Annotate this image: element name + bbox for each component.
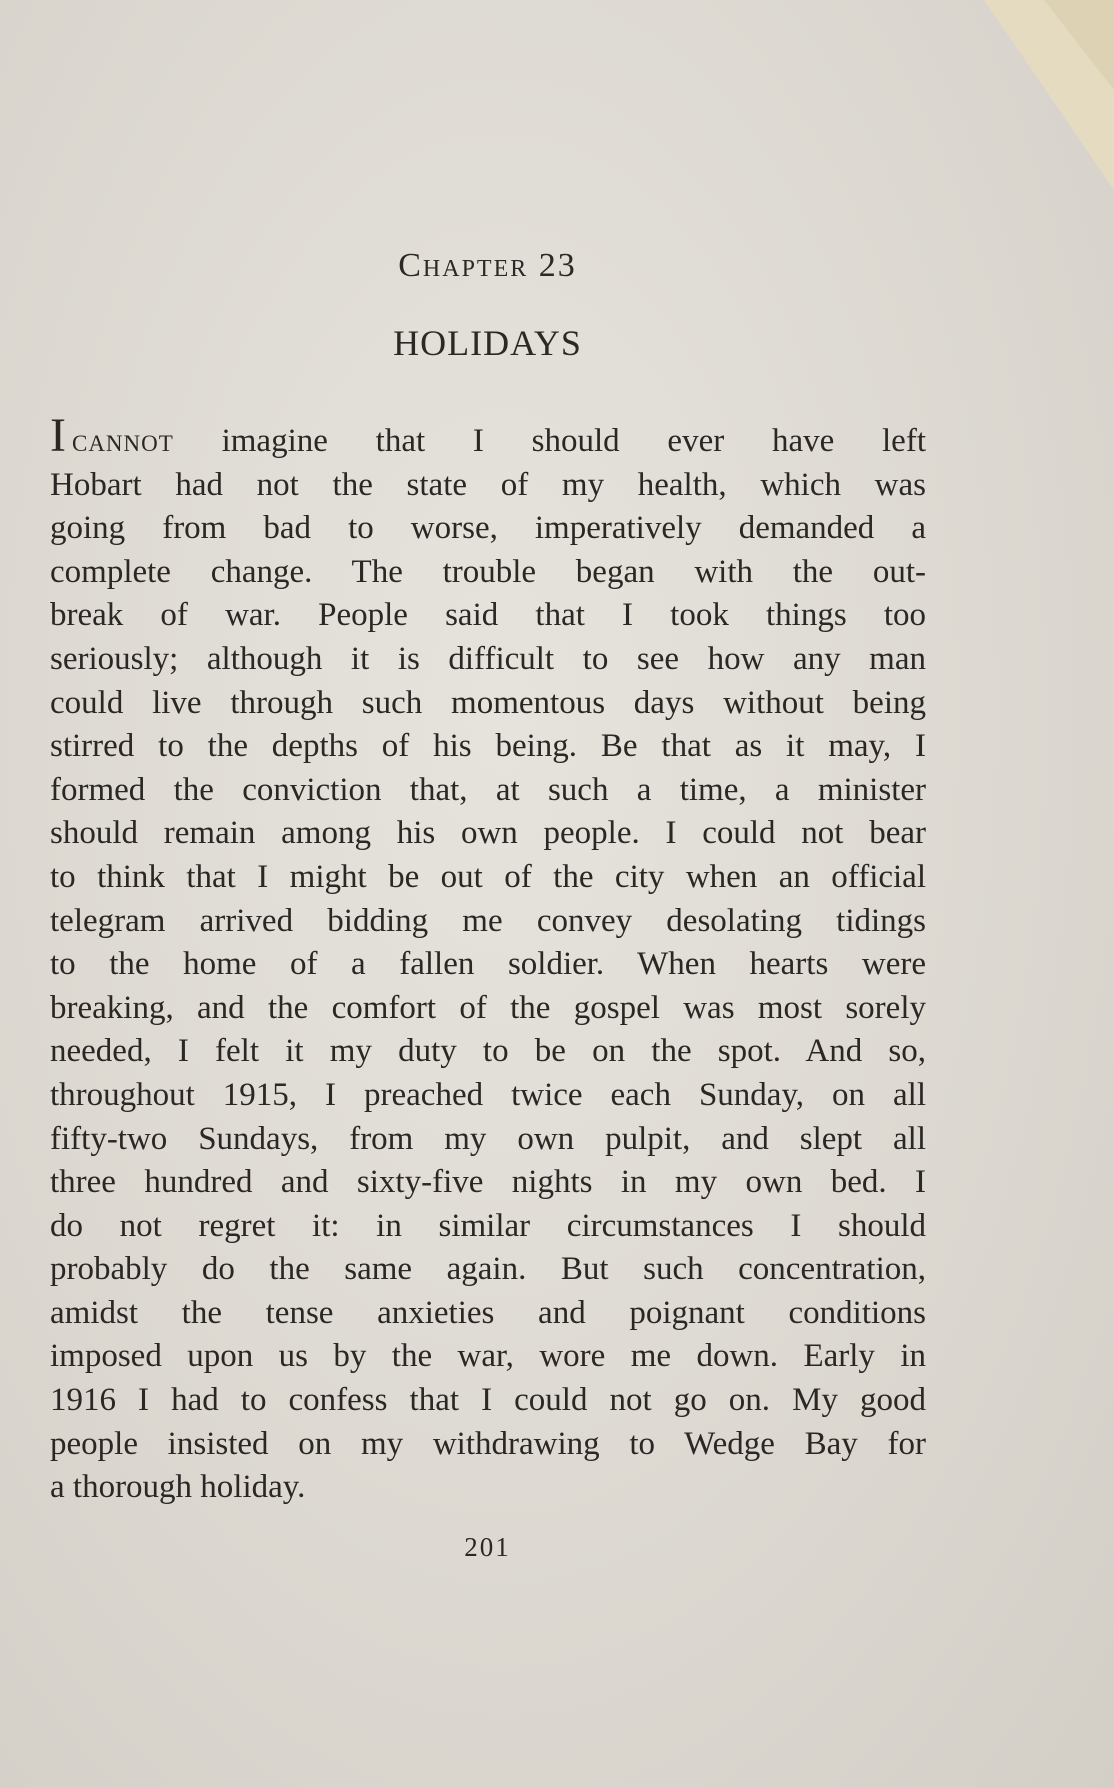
text-line: a thorough holiday.	[50, 1469, 306, 1506]
text-line: to think that I might be out of the city when an official	[50, 858, 926, 895]
text-line: going from bad to worse, imperatively demanded a	[50, 510, 926, 547]
text-line: Hobart had not the state of my health, which was	[50, 466, 926, 503]
text-line: complete change. The trouble began with the out-	[50, 553, 926, 590]
text-line: breaking, and the comfort of the gospel was most sorely	[50, 989, 926, 1026]
text-line: formed the conviction that, at such a time, a minister	[50, 771, 926, 808]
body-paragraph	[50, 409, 926, 1510]
opening-smallcaps: cannot	[71, 423, 174, 459]
text-line: do not regret it: in similar circumstances I should	[50, 1207, 926, 1244]
text-line: three hundred and sixty-five nights in my own bed. I	[50, 1164, 926, 1201]
text-line: break of war. People said that I took things too	[50, 597, 926, 634]
text-line: to the home of a fallen soldier. When hearts were	[50, 946, 926, 983]
text-line: amidst the tense anxieties and poignant conditions	[50, 1294, 926, 1331]
text-line: telegram arrived bidding me convey desolating tidings	[50, 902, 926, 939]
chapter-label	[0, 247, 975, 285]
text-line: imposed upon us by the war, wore me down. Early in	[50, 1338, 926, 1375]
text-line: stirred to the depths of his being. Be that as it may, I	[50, 728, 926, 765]
text-line: should remain among his own people. I could not bear	[50, 815, 926, 852]
text-line: throughout 1915, I preached twice each Sunday, on all	[50, 1076, 926, 1113]
text-line: 1916 I had to confess that I could not go on. My good	[50, 1382, 926, 1419]
text-line	[50, 409, 926, 464]
text-line: people insisted on my withdrawing to Wedge Bay for	[50, 1425, 926, 1462]
text-line: fifty-two Sundays, from my own pulpit, and slept all	[50, 1120, 926, 1157]
page-corner-stain-dark	[1044, 0, 1114, 90]
dropcap: I	[50, 409, 66, 462]
page-number: 201	[464, 1532, 511, 1562]
chapter-title: HOLIDAYS	[393, 323, 582, 363]
text-line: seriously; although it is difficult to see how any man	[50, 640, 926, 677]
text-line: needed, I felt it my duty to be on the spot. And so,	[50, 1033, 926, 1070]
chapter-number: 23	[538, 247, 577, 284]
text-line: could live through such momentous days without being	[50, 684, 926, 721]
chapter-word: Chapter	[398, 247, 529, 284]
text-line: probably do the same again. But such concentration,	[50, 1251, 926, 1288]
line-text: imagine that I should ever have left	[173, 423, 926, 459]
